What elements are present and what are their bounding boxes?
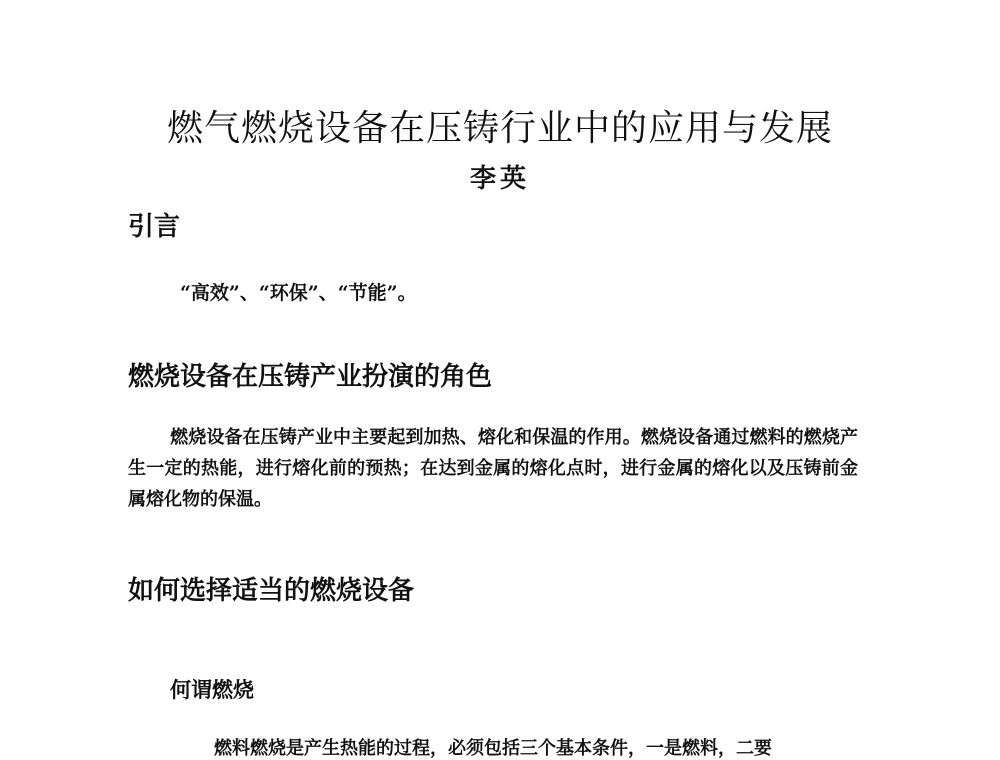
section-heading-role: 燃烧设备在压铸产业扮演的角色 [128, 362, 493, 392]
section-heading-selection: 如何选择适当的燃烧设备 [128, 576, 415, 606]
section-heading-intro: 引言 [128, 212, 181, 242]
intro-text: “高效”、“环保”、“节能”。 [180, 282, 417, 304]
document-title: 燃气燃烧设备在压铸行业中的应用与发展 [166, 108, 833, 149]
role-paragraph-text: 燃烧设备在压铸产业中主要起到加热、熔化和保温的作用。燃烧设备通过燃料的燃烧产生一定的热能，进行熔化前的预热；在达到金属的熔化点时，进行金属的熔化以及压铸前金属熔化物的保温。 [128, 427, 858, 510]
role-paragraph [128, 422, 858, 515]
subsection-heading-combustion: 何谓燃烧 [170, 677, 254, 702]
combustion-paragraph-start: 燃料燃烧是产生热能的过程，必须包括三个基本条件，一是燃料，二要 [214, 738, 772, 759]
document-author: 李英 [469, 164, 530, 194]
